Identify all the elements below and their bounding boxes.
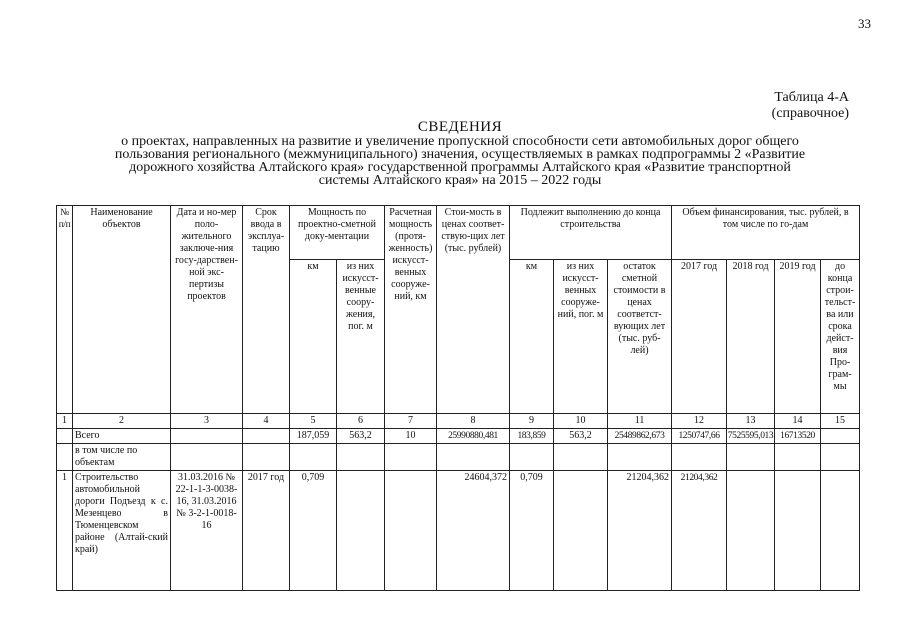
col-number: 2 [73,414,171,429]
header-num: № п/п [57,206,73,414]
total-structures: 563,2 [337,429,385,444]
header-capacity-group: Мощность по проектно-сметной доку-ментации [290,206,385,260]
cell [57,444,73,471]
total-cost-remaining: 25489862,673 [608,429,672,444]
cell [727,444,775,471]
col-number: 5 [290,414,337,429]
cell [672,444,727,471]
heading-line-2: пользования регионального (межмуниципального) значения, осуществляемых в рамках подпрограммы 2 «Развитие [114,147,806,162]
col-number: 12 [672,414,727,429]
col-number: 14 [775,414,821,429]
subheading-row [57,444,860,471]
item-km: 0,709 [290,471,337,591]
col-number: 9 [510,414,554,429]
cell [510,444,554,471]
total-2018: 7525595,013 [727,429,775,444]
header-expertise: Дата и но-мер поло-жительного заключе-ния госу-дарствен-ной экс-пертизы проектов [171,206,243,414]
col-number: 3 [171,414,243,429]
header-structures-remaining: из них искусст-венных сооруже-ний, пог. м [554,260,608,414]
cell [337,444,385,471]
projects-table [56,205,860,591]
total-cost: 25990880,481 [437,429,510,444]
item-name: Строительство автомобильной дороги Подъезд к с. Мезенцево в Тюменцевском районе (Алтай-ский край) [73,471,171,591]
header-km-remaining: км [510,260,554,414]
total-km-remaining: 183,859 [510,429,554,444]
cell [243,444,290,471]
cell [821,471,860,591]
cell [385,444,437,471]
total-row [57,429,860,444]
column-number-row [57,414,860,429]
header-row-1 [57,206,860,260]
col-number: 4 [243,414,290,429]
subheading-label: в том числе по объектам [73,444,171,471]
total-2019: 16713520 [775,429,821,444]
col-number: 6 [337,414,385,429]
col-number: 10 [554,414,608,429]
table-label: Таблица 4-А [774,90,849,105]
item-2017: 21204,362 [672,471,727,591]
table-row [57,471,860,591]
header-commission: Срок ввода в эксплуа-тацию [243,206,290,414]
cell [57,429,73,444]
header-year-2017: 2017 год [672,260,727,414]
item-cost-remaining: 21204,362 [608,471,672,591]
col-number: 7 [385,414,437,429]
header-name: Наименование объектов [73,206,171,414]
cell [821,444,860,471]
item-km-remaining: 0,709 [510,471,554,591]
col-number: 1 [57,414,73,429]
cell [290,444,337,471]
cell [171,429,243,444]
heading-line-3: дорожного хозяйства Алтайского края» государственной программы Алтайского края «Развитие транспортной [129,160,791,175]
col-number: 15 [821,414,860,429]
cell [554,444,608,471]
total-2017: 1250747,66 [672,429,727,444]
header-year-2018: 2018 год [727,260,775,414]
item-cost: 24604,372 [437,471,510,591]
total-km: 187,059 [290,429,337,444]
cell [171,444,243,471]
header-remaining-group: Подлежит выполнению до конца строительства [510,206,672,260]
cell [727,471,775,591]
header-financing-group: Объем финансирования, тыс. рублей, в том числе по го-дам [672,206,860,260]
header-year-2019: 2019 год [775,260,821,414]
col-number: 11 [608,414,672,429]
document-heading [60,121,860,187]
header-km: км [290,260,337,414]
col-number: 13 [727,414,775,429]
cell [775,471,821,591]
header-until-end: до конца строи-тельст-ва или срока дейст-вия Про-грам-мы [821,260,860,414]
header-structures: из них искусст-венные соору-жения, пог. м [337,260,385,414]
table-note: (справочное) [771,106,849,121]
total-calc-capacity: 10 [385,429,437,444]
cell [608,444,672,471]
cell [821,429,860,444]
col-number: 8 [437,414,510,429]
cell [385,471,437,591]
page-number: 33 [858,16,871,31]
cell [775,444,821,471]
header-cost-remaining: остаток сметной стоимости в ценах соответст-вующих лет (тыс. руб-лей) [608,260,672,414]
heading-line-4: системы Алтайского края» на 2015 – 2022 годы [318,173,602,188]
header-cost: Стои-мость в ценах соответ-ствую-щих лет (тыс. рублей) [437,206,510,414]
total-label: Всего [73,429,171,444]
cell [437,444,510,471]
heading-line-1: о проектах, направленных на развитие и увеличение пропускной способности сети автомобильных дорог общего [121,134,799,149]
header-calc-capacity: Расчетная мощность (протя-женность) искусст-венных сооруже-ний, км [385,206,437,414]
item-number: 1 [57,471,73,591]
heading-title: СВЕДЕНИЯ [417,119,503,135]
table-label-block [772,90,849,122]
total-structures-remaining: 563,2 [554,429,608,444]
item-commission: 2017 год [243,471,290,591]
cell [243,429,290,444]
item-expertise: 31.03.2016 № 22-1-1-3-0038-16, 31.03.2016 № 3-2-1-0018-16 [171,471,243,591]
cell [554,471,608,591]
cell [337,471,385,591]
